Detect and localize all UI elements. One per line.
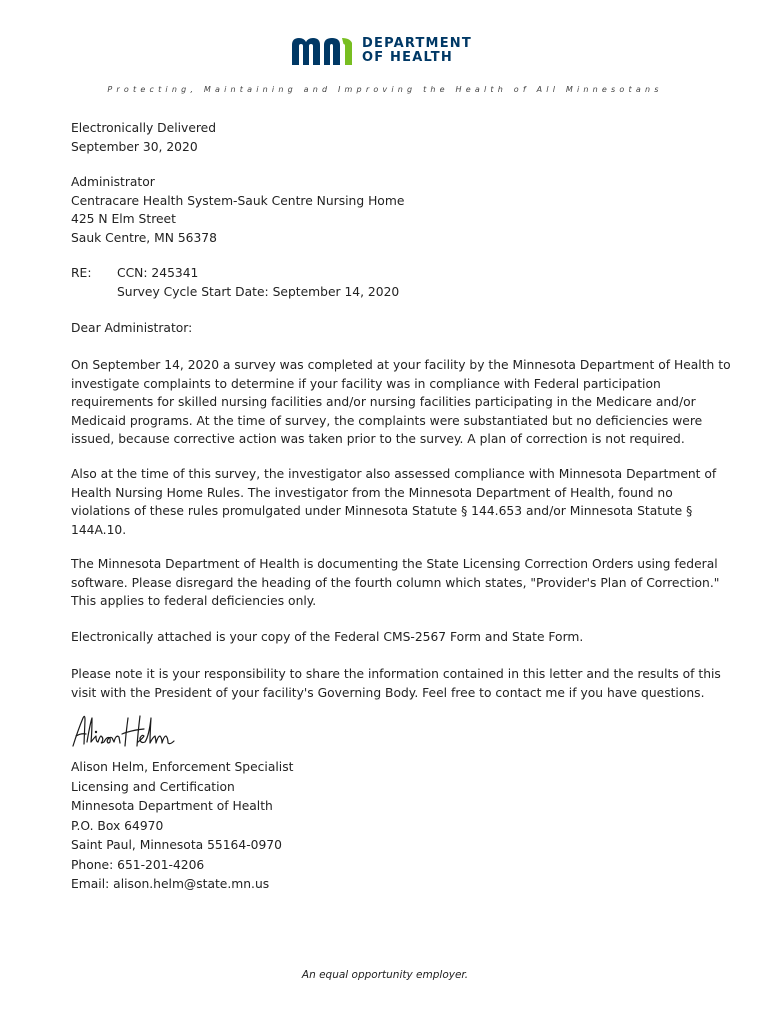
paragraph-5 bbox=[71, 665, 721, 702]
paragraph-line: visit with the President of your facility's Governing Body. Feel free to contact me if you have questions. bbox=[71, 685, 705, 700]
delivery-block bbox=[71, 119, 701, 156]
signer-email: Email: alison.helm@state.mn.us bbox=[71, 877, 270, 891]
logo-line-1: DEPARTMENT bbox=[362, 36, 472, 51]
salutation-text: Dear Administrator: bbox=[71, 321, 193, 335]
paragraph-line: On September 14, 2020 a survey was completed at your facility by the Minnesota Department of Health to bbox=[71, 358, 731, 372]
paragraph-line: This applies to federal deficiencies only. bbox=[71, 594, 317, 608]
mdh-logo bbox=[290, 34, 472, 68]
paragraph-line: requirements for skilled nursing facilities and/or nursing facilities participating in the Medicare and/or bbox=[71, 395, 696, 409]
re-values bbox=[117, 264, 399, 301]
paragraph-line: investigate complaints to determine if your facility was in compliance with Federal participation bbox=[71, 376, 661, 391]
paragraph-2 bbox=[71, 465, 717, 539]
recipient-address bbox=[71, 173, 701, 247]
paragraph-4 bbox=[71, 628, 711, 647]
paragraph-line: Electronically attached is your copy of the Federal CMS-2567 Form and State Form. bbox=[71, 630, 584, 644]
paragraph-line: issued, because corrective action was taken prior to the survey. A plan of correction is not required. bbox=[71, 432, 685, 446]
signer-name-title: Alison Helm, Enforcement Specialist bbox=[71, 760, 294, 774]
re-survey-start: Survey Cycle Start Date: September 14, 2020 bbox=[117, 284, 400, 299]
re-label: RE: bbox=[71, 266, 92, 280]
paragraph-line: The Minnesota Department of Health is documenting the State Licensing Correction Orders using federal bbox=[71, 557, 718, 571]
logo-wordmark bbox=[362, 37, 472, 65]
signer-block bbox=[71, 758, 701, 895]
logo-line-2: OF HEALTH bbox=[362, 50, 453, 65]
paragraph-1 bbox=[71, 356, 731, 449]
footer-equal-opportunity: An equal opportunity employer. bbox=[301, 969, 469, 981]
paragraph-line: violations of these rules promulgated under Minnesota Statute § 144.653 and/or Minnesota Statute § bbox=[71, 504, 693, 518]
paragraph-line: Also at the time of this survey, the investigator also assessed compliance with Minnesota Department of bbox=[71, 467, 717, 481]
recipient-title: Administrator bbox=[71, 175, 155, 189]
mn-logo-icon bbox=[290, 35, 354, 67]
handwritten-signature bbox=[70, 712, 180, 752]
recipient-street: 425 N Elm Street bbox=[71, 212, 176, 226]
paragraph-line: Health Nursing Home Rules. The investigator from the Minnesota Department of Health, found no bbox=[71, 485, 673, 500]
paragraph-3 bbox=[71, 555, 720, 611]
signer-city: Saint Paul, Minnesota 55164-0970 bbox=[71, 838, 282, 852]
recipient-city: Sauk Centre, MN 56378 bbox=[71, 230, 217, 245]
letter-date: September 30, 2020 bbox=[71, 139, 198, 154]
signer-department: Minnesota Department of Health bbox=[71, 799, 273, 813]
paragraph-line: Please note it is your responsibility to share the information contained in this letter and the results of this bbox=[71, 667, 721, 681]
delivery-method: Electronically Delivered bbox=[71, 121, 217, 135]
paragraph-line: Medicaid programs. At the time of survey, the complaints were substantiated but no deficiencies were bbox=[71, 413, 703, 428]
re-ccn: CCN: 245341 bbox=[117, 266, 199, 280]
tagline: Protecting, Maintaining and Improving the Health of All Minnesotans bbox=[107, 85, 663, 94]
salutation bbox=[71, 319, 701, 338]
re-block bbox=[71, 264, 671, 304]
signer-phone: Phone: 651-201-4206 bbox=[71, 857, 205, 872]
recipient-facility: Centracare Health System-Sauk Centre Nursing Home bbox=[71, 193, 405, 208]
paragraph-line: software. Please disregard the heading of the fourth column which states, "Provider's Plan of Correction." bbox=[71, 575, 720, 590]
signer-division: Licensing and Certification bbox=[71, 779, 235, 794]
signer-po-box: P.O. Box 64970 bbox=[71, 818, 164, 833]
paragraph-line: 144A.10. bbox=[71, 522, 127, 537]
